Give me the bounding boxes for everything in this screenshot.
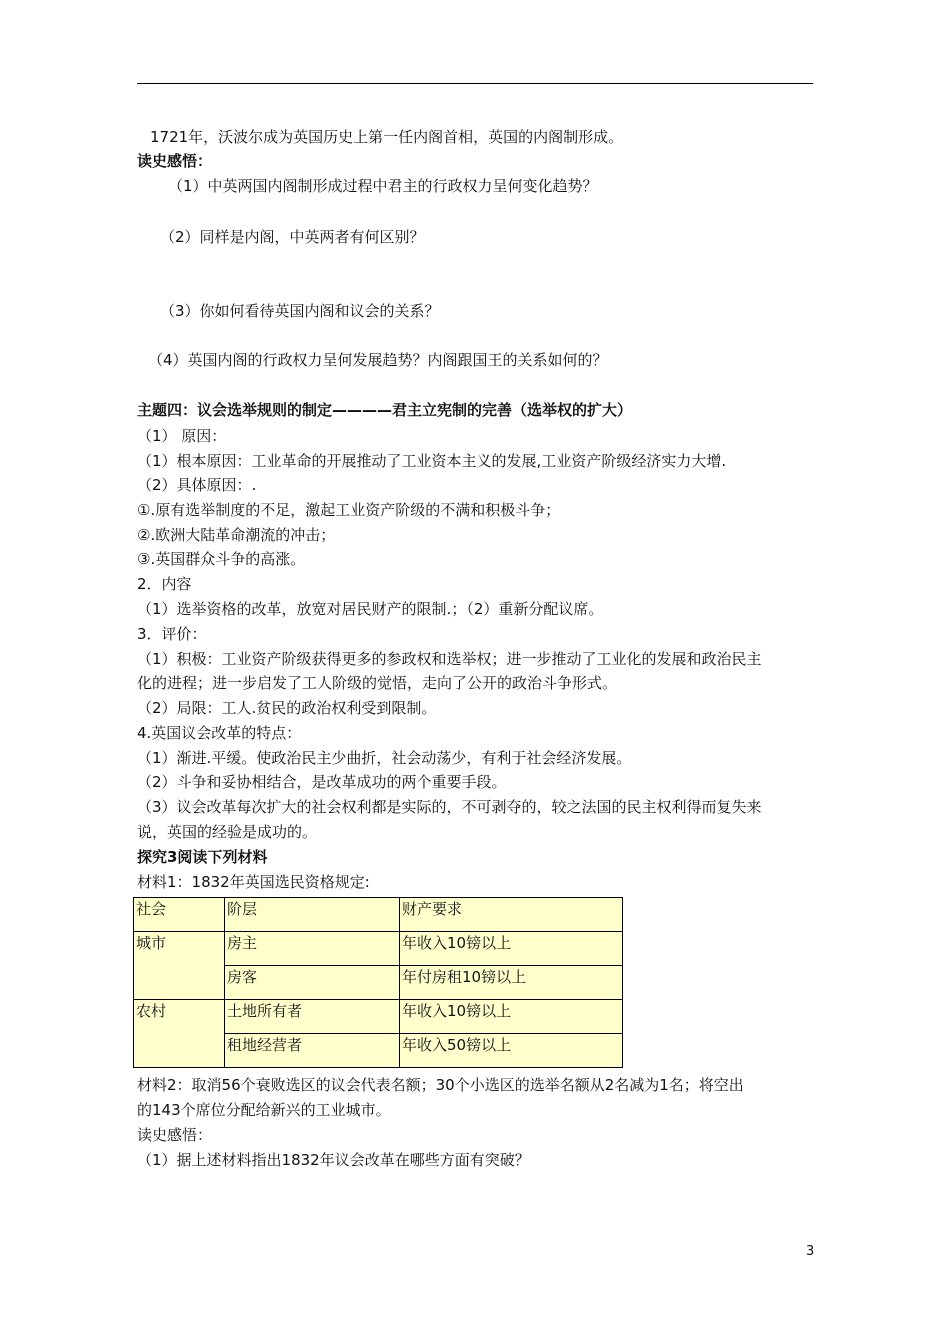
question-line: （1）中英两国内阁制形成过程中君主的行政权力呈何变化趋势？ [168,177,598,195]
text-line: （3）议会改革每次扩大的社会权利都是实际的，不可剥夺的，较之法国的民主权利得而复失来 [137,798,762,816]
page-number: 3 [806,1244,815,1259]
text-line: （2）斗争和妥协相结合，是改革成功的两个重要手段。 [137,773,507,791]
table-header-cell: 阶层 [225,898,400,932]
table-header-cell: 社会 [134,898,225,932]
table-cell: 年收入10镑以上 [400,932,623,966]
question-line: （3）你如何看待英国内阁和议会的关系？ [160,302,440,320]
text-line: （1）选举资格的改革，放宽对居民财产的限制.；（2）重新分配议席。 [137,600,604,618]
question-line: （1）据上述材料指出1832年议会改革在哪些方面有突破？ [137,1151,530,1169]
text-line: 3．评价： [137,625,207,643]
table-row [134,932,623,966]
question-line: （2）同样是内阁，中英两者有何区别？ [160,228,425,246]
table-cell: 房客 [225,966,400,1000]
text-line: （1）积极：工业资产阶级获得更多的参政权和选举权；进一步推动了工业化的发展和政治民主 [137,650,762,668]
table-cell: 农村 [134,1000,225,1068]
topic-heading: 主题四：议会选举规则的制定————君主立宪制的完善（选举权的扩大） [137,401,633,419]
text-line: 读史感悟： [137,1126,213,1144]
section-heading: 读史感悟： [137,152,213,170]
table-cell: 房主 [225,932,400,966]
table-cell: 城市 [134,932,225,1000]
text-line: （1）根本原因：工业革命的开展推动了工业资本主义的发展,工业资产阶级经济实力大增. [137,452,727,470]
header-rule [137,83,813,84]
table-cell: 年收入50镑以上 [400,1034,623,1068]
section-heading: 探究3阅读下列材料 [137,848,268,866]
text-line: 化的进程；进一步启发了工人阶级的觉悟，走向了公开的政治斗争形式。 [137,674,618,692]
table-header-cell: 财产要求 [400,898,623,932]
text-line: 1721年，沃波尔成为英国历史上第一任内阁首相，英国的内阁制形成。 [150,128,624,146]
text-line: （2）具体原因：. [137,476,257,494]
table-row [134,898,623,932]
text-line: 材料2：取消56个衰败选区的议会代表名额；30个小选区的选举名额从2名减为1名；将空出 [137,1076,744,1094]
text-line: 4.英国议会改革的特点： [137,724,302,742]
text-line: 的143个席位分配给新兴的工业城市。 [137,1101,391,1119]
table-cell: 年收入10镑以上 [400,1000,623,1034]
text-line: （2）局限：工人.贫民的政治权利受到限制。 [137,699,437,717]
table-cell: 土地所有者 [225,1000,400,1034]
table-row [134,1000,623,1034]
text-line: （1）渐进.平缓。使政治民主少曲折，社会动荡少，有利于社会经济发展。 [137,749,632,767]
text-line: ③.英国群众斗争的高涨。 [137,550,306,568]
text-line: （1） 原因： [137,427,227,445]
voter-qualification-table [133,897,623,1068]
text-line: ②.欧洲大陆革命潮流的冲击； [137,526,336,544]
question-line: （4）英国内阁的行政权力呈何发展趋势？内阁跟国王的关系如何的？ [148,351,608,369]
table-cell: 年付房租10镑以上 [400,966,623,1000]
table-cell: 租地经营者 [225,1034,400,1068]
text-line: ①.原有选举制度的不足，激起工业资产阶级的不满和积极斗争； [137,501,561,519]
text-line: 2．内容 [137,575,192,593]
text-line: 材料1：1832年英国选民资格规定: [137,873,370,891]
text-line: 说，英国的经验是成功的。 [137,823,318,841]
